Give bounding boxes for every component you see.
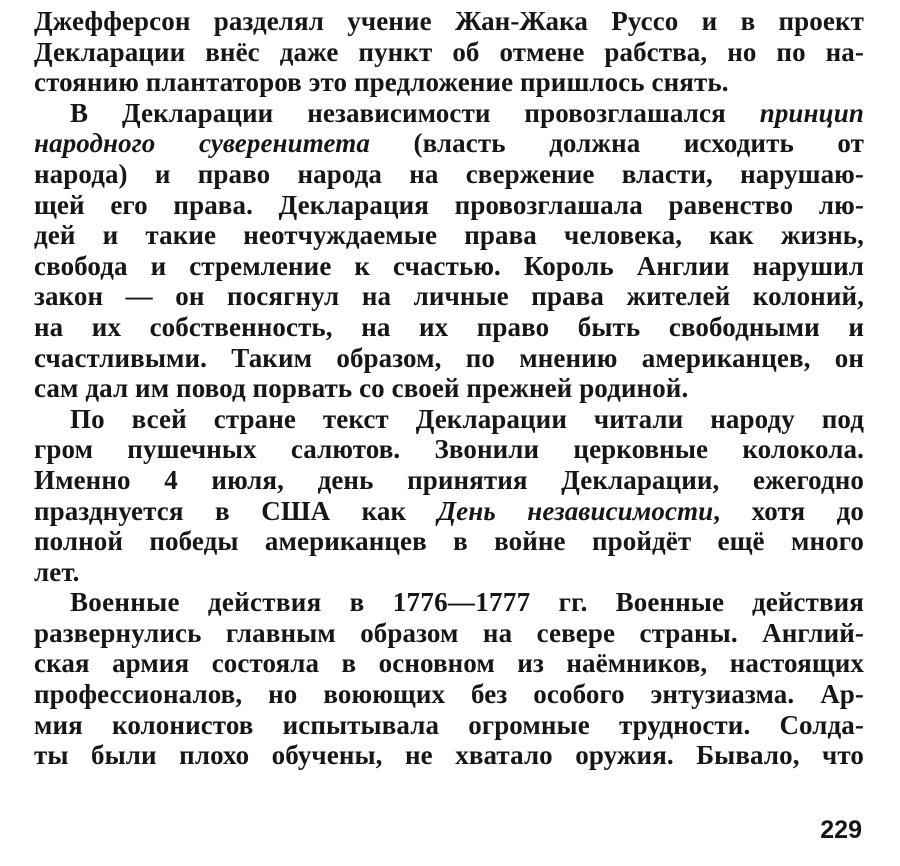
text-run: Именно 4 июля, день принятия Декларации, ежегодно <box>34 464 864 495</box>
text-run: профессионалов, но воюющих без особого энтузиазма. Ар- <box>34 679 864 710</box>
text-line <box>34 312 864 343</box>
section-heading: Военные действия в 1776—1777 гг. <box>70 587 588 618</box>
text-run: закон — он посягнул на личные права жителей колоний, <box>34 281 864 312</box>
text-line <box>34 557 864 588</box>
text-line <box>34 281 864 312</box>
text-run: ты были плохо обучены, не хватало оружия. Бывало, что <box>34 740 864 771</box>
text-run: Военные действия <box>587 587 864 618</box>
text-line <box>34 190 864 221</box>
text-run: мия колонистов испытывала огромные трудности. Солда- <box>34 709 864 740</box>
text-run: счастливыми. Таким образом, по мнению американцев, он <box>34 342 864 373</box>
text-line <box>34 159 864 190</box>
text-line <box>34 6 864 37</box>
text-line <box>34 434 864 465</box>
text-line <box>34 37 864 68</box>
text-run: сам дал им повод порвать со своей прежней родиной. <box>34 373 689 404</box>
text-line <box>34 710 864 741</box>
paragraph-declaration-principles <box>34 98 864 404</box>
text-line <box>34 740 864 771</box>
text-line <box>34 98 864 129</box>
paragraph-military-actions <box>34 587 864 771</box>
text-run: народа) и право народа на свержение власти, нарушаю- <box>34 158 864 189</box>
text-line <box>34 251 864 282</box>
text-run: (власть должна исходить от <box>369 128 864 159</box>
text-line <box>34 618 864 649</box>
text-line <box>34 648 864 679</box>
text-run: празднуется в США как <box>34 495 438 526</box>
text-run: По всей стране текст Декларации читали народу под <box>70 403 864 434</box>
text-line <box>34 67 864 98</box>
text-run: развернулись главным образом на севере страны. Англий- <box>34 617 864 648</box>
text-run: на их собственность, на их право быть свободными и <box>34 311 864 342</box>
text-run: В Декларации независимости провозглашался <box>70 97 760 128</box>
text-run: Джефферсон разделял учение Жан-Жака Руссо и в проект <box>34 6 864 36</box>
text-run: стоянию плантаторов это предложение пришлось снять. <box>34 67 729 98</box>
text-run: дей и такие неотчуждаемые права человека, как жизнь, <box>34 220 864 251</box>
text-line <box>34 220 864 251</box>
italic-term: День независимости <box>437 495 714 526</box>
text-run: полной победы американцев в войне пройдёт ещё много <box>34 526 864 557</box>
text-run: гром пушечных салютов. Звонили церковные колокола. <box>34 434 864 465</box>
text-line <box>34 343 864 374</box>
text-line <box>34 373 864 404</box>
text-run: лет. <box>34 556 80 587</box>
text-run: , хотя до <box>713 495 864 526</box>
paragraph-jefferson <box>34 6 864 98</box>
text-line <box>34 465 864 496</box>
text-line <box>34 526 864 557</box>
italic-term: народного суверенитета <box>34 128 370 159</box>
text-line <box>34 404 864 435</box>
text-line <box>34 679 864 710</box>
text-run: Декларации внёс даже пункт об отмене рабства, но по на- <box>34 36 864 67</box>
paragraph-celebration <box>34 404 864 588</box>
text-run: свобода и стремление к счастью. Король Англии нарушил <box>34 250 864 281</box>
text-run: ская армия состояла в основном из наёмников, настоящих <box>34 648 864 679</box>
text-line <box>34 128 864 159</box>
text-line <box>34 496 864 527</box>
text-run: щей его права. Декларация провозглашала равенство лю- <box>34 189 864 220</box>
page-number: 229 <box>820 816 862 844</box>
text-line <box>34 587 864 618</box>
italic-term: принцип <box>759 97 864 128</box>
